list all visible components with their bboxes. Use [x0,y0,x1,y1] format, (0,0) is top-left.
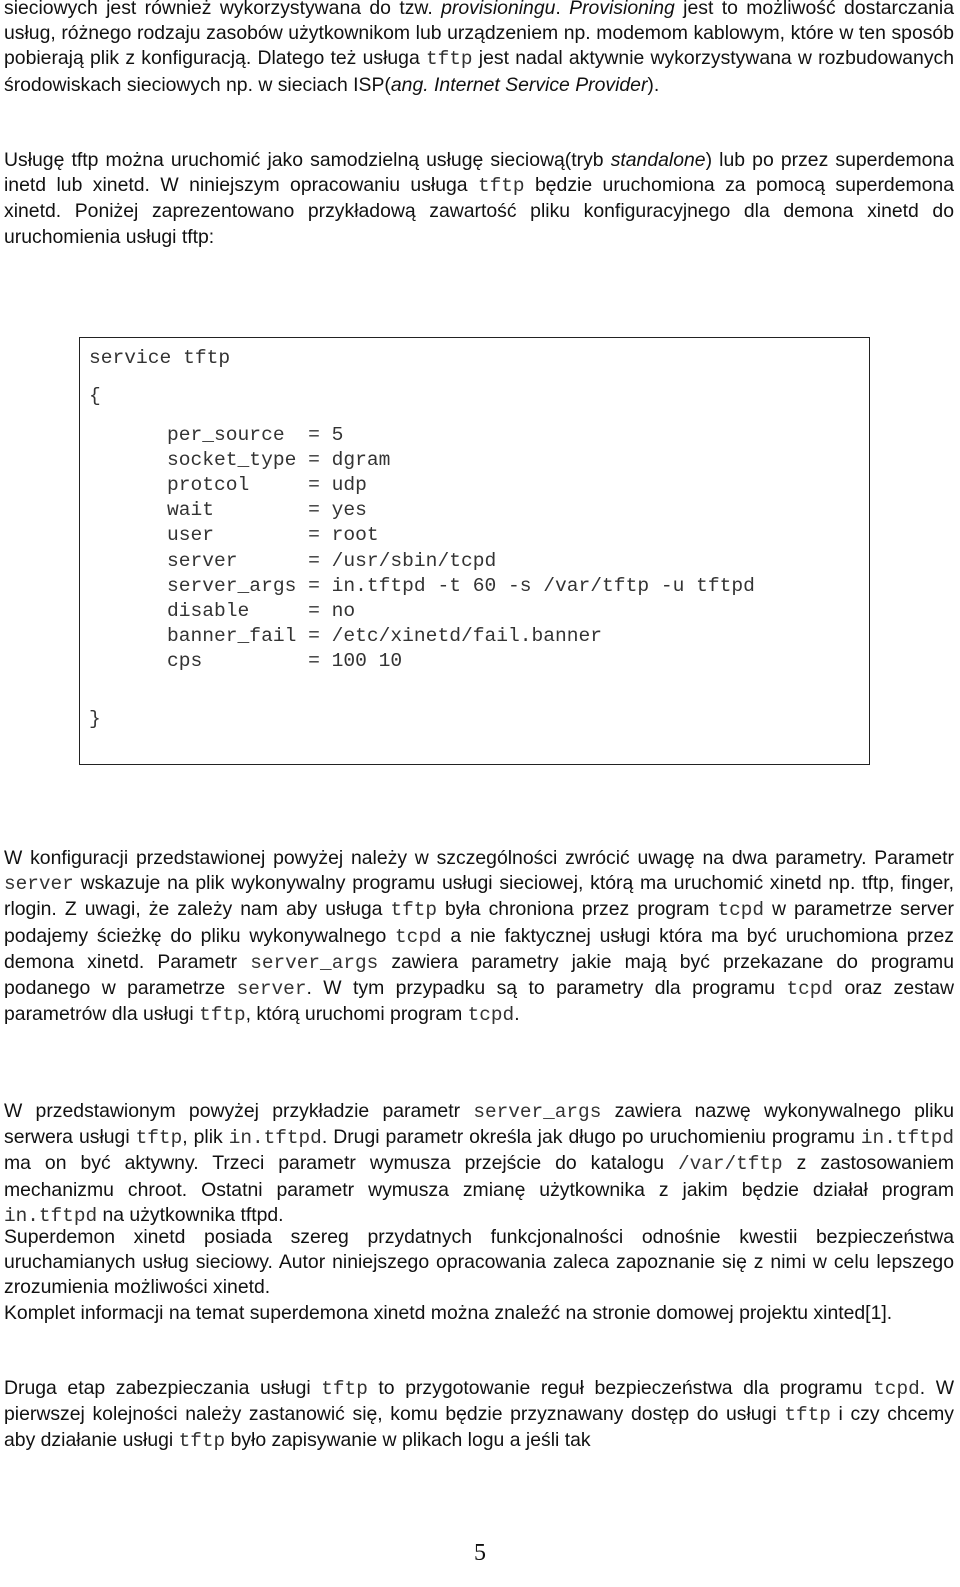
paragraph-parameters: W konfiguracji przedstawionej powyżej należy w szczególności zwrócić uwagę na dwa parametry. Parametr server wskazuje na plik wykonywalny programu usługi sieciowej, którą ma uruchomić xinetd np. tftp, finger, rlogin. Z uwagi, że zależy nam aby usługa tftp była chroniona przez program tcpd w parametrze server podajemy ścieżkę do pliku wykonywalnego tcpd a nie faktycznej usługi która ma być uruchomiona przez demona xinetd. Parametr server_args zawiera parametry jakie mają być przekazane do programu podanego w parametrze server. W tym przypadku są to parametry dla programu tcpd oraz zestaw parametrów dla usługi tftp, którą uruchomi program tcpd. [4,847,955,1027]
paragraph-xinetd-info: Komplet informacji na temat superdemona xinetd można znaleźć na stronie domowej projektu xinted[1]. [4,1302,893,1324]
code-service-header: service tftp [89,347,231,369]
code-line: cps = 100 10 [167,649,403,672]
config-code-block [79,337,870,765]
code-close-brace: } [89,708,101,730]
code-line: server_args = in.tftpd -t 60 -s /var/tftp -u tftpd [167,574,755,597]
code-line: per_source = 5 [167,424,344,446]
code-line: wait = yes [167,499,367,522]
code-line: socket_type = dgram [167,449,391,472]
code-line: disable = no [167,599,356,622]
paragraph-xinetd-features: Superdemon xinetd posiada szereg przydatnych funkcjonalności odnośnie kwestii bezpieczeństwa uruchamianych usług sieciowy. Autor niniejszego opracowania zaleca zapoznanie się z nimi w celu lepszego zrozumienia możliwości xinetd. [4,1226,954,1299]
code-open-brace: { [89,385,101,407]
paragraph-tcpd-rules: Druga etap zabezpieczania usługi tftp to przygotowanie reguł bezpieczeństwa dla programu tcpd. W pierwszej kolejności należy zastanowić się, komu będzie przyznawany dostęp do usługi tftp i czy chcemy aby działanie usługi tftp było zapisywanie w plikach logu a jeśli tak [4,1377,955,1453]
paragraph-provisioning: sieciowych jest również wykorzystywana do tzw. provisioningu. Provisioning jest to możliwość dostarczania usług, różnego rodzaju zasobów użytkownikom lub urządzeniem np. modemom kablowym, które w ten sposób pobierają plik z konfiguracją. Dlatego też usługa tftp jest nadal aktywnie wykorzystywana w rozbudowanych środowiskach sieciowych np. w sieciach ISP(ang. Internet Service Provider). [4,0,955,96]
page-number: 5 [474,1540,486,1566]
code-line: banner_fail = /etc/xinetd/fail.banner [167,624,603,647]
code-line: protcol = udp [167,474,367,497]
code-line: user = root [167,524,379,547]
code-line: server = /usr/sbin/tcpd [167,549,497,572]
paragraph-tftp-launch: Usługę tftp można uruchomić jako samodzielną usługę sieciową(tryb standalone) lub po przez superdemona inetd lub xinetd. W niniejszym opracowaniu usługa tftp będzie uruchomiona za pomocą superdemona xinetd. Poniżej zaprezentowano przykładową zawartość pliku konfiguracyjnego dla demona xinetd do uruchomienia usługi tftp: [4,149,954,248]
paragraph-server-args: W przedstawionym powyżej przykładzie parametr server_args zawiera nazwę wykonywalnego pliku serwera usługi tftp, plik in.tftpd. Drugi parametr określa jak długo po uruchomieniu programu in.tftpd ma on być aktywny. Trzeci parametr wymusza przejście do katalogu /var/tftp z zastosowaniem mechanizmu chroot. Ostatni parametr wymusza zmianę użytkownika z jakim będzie działał program in.tftpd na użytkownika tftpd. [4,1100,955,1227]
